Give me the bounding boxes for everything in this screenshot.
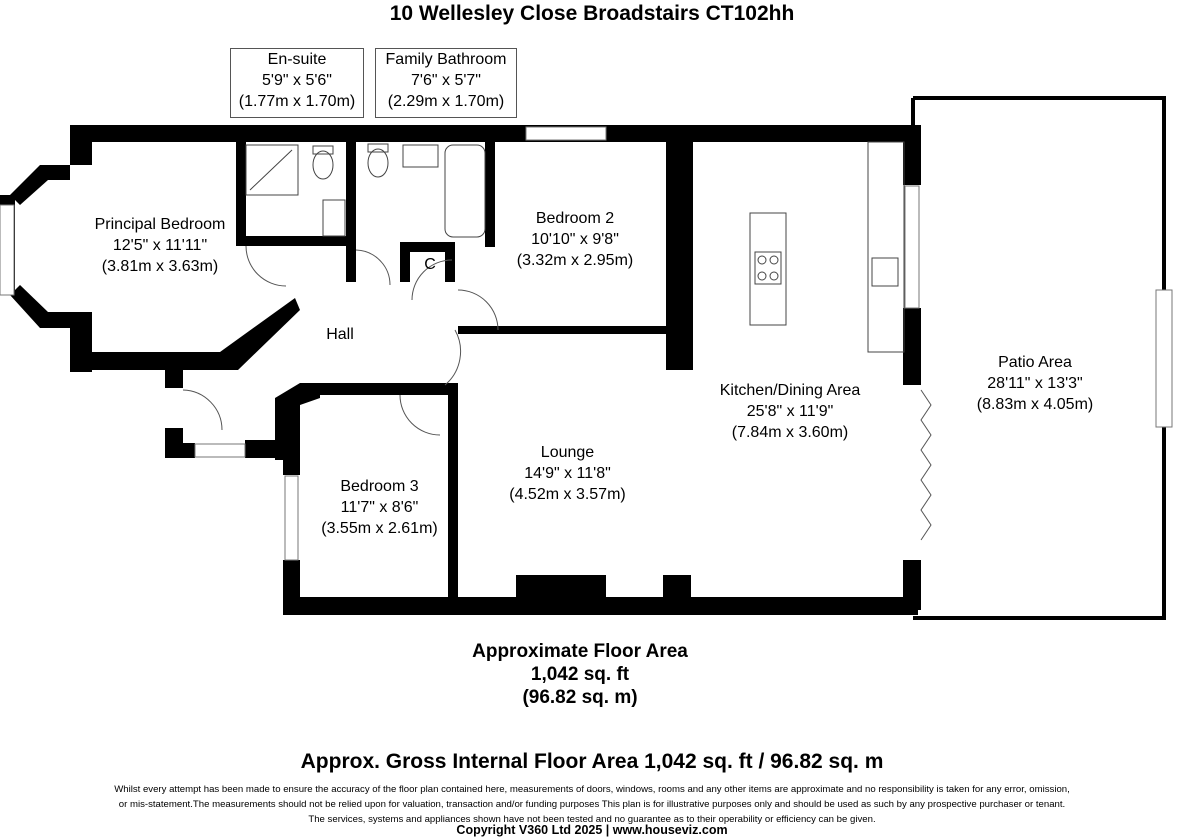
gross-internal-area: Approx. Gross Internal Floor Area 1,042 sq. ft / 96.82 sq. m bbox=[300, 750, 884, 773]
walls bbox=[0, 125, 921, 615]
room-name: C bbox=[424, 256, 436, 273]
room-imperial: 12'5" x 11'11" bbox=[112, 237, 208, 254]
disclaimer-line: The services, systems and appliances shown have not been tested and no guarantee as to their operability or efficiency can be given. bbox=[308, 814, 876, 825]
room-metric: (3.55m x 2.61m) bbox=[321, 520, 438, 537]
room-name: Hall bbox=[326, 326, 354, 343]
room-name: Bedroom 3 bbox=[340, 478, 419, 495]
en-suite-label bbox=[230, 48, 364, 118]
room-name: En-suite bbox=[267, 51, 327, 68]
room-imperial: 14'9" x 11'8" bbox=[524, 465, 611, 482]
room-metric: (4.52m x 3.57m) bbox=[509, 486, 626, 503]
room-name: Bedroom 2 bbox=[535, 210, 615, 227]
room-imperial: 5'9" x 5'6" bbox=[262, 72, 332, 89]
kitchen-dining-label bbox=[690, 380, 890, 443]
approximate-floor-area bbox=[380, 640, 780, 709]
area-heading: Approximate Floor Area bbox=[472, 641, 688, 662]
area-sq-m: (96.82 sq. m) bbox=[522, 687, 638, 708]
lounge-label bbox=[480, 442, 655, 505]
bedroom-2-label bbox=[490, 208, 660, 271]
room-metric: (1.77m x 1.70m) bbox=[238, 93, 356, 110]
plan-title: 10 Wellesley Close Broadstairs CT102hh bbox=[389, 2, 795, 25]
room-name: Principal Bedroom bbox=[94, 216, 226, 233]
room-metric: (8.83m x 4.05m) bbox=[976, 396, 1094, 413]
room-name: Lounge bbox=[540, 444, 595, 461]
patio-label bbox=[950, 352, 1120, 415]
room-imperial: 11'7" x 8'6" bbox=[340, 499, 419, 516]
disclaimer-line: Whilst every attempt has been made to ensure the accuracy of the floor plan contained here, measurements of doors, windows, rooms and any other items are approximate and no responsibility is taken for any error, omission, bbox=[114, 784, 1070, 795]
family-bathroom-label bbox=[375, 48, 517, 118]
room-imperial: 25'8" x 11'9" bbox=[746, 403, 834, 420]
cupboard-label bbox=[415, 254, 445, 275]
area-sq-ft: 1,042 sq. ft bbox=[530, 664, 630, 685]
disclaimer bbox=[20, 782, 1164, 827]
hall-label bbox=[310, 324, 370, 345]
room-name: Family Bathroom bbox=[385, 51, 507, 68]
room-name: Kitchen/Dining Area bbox=[719, 382, 861, 399]
room-metric: (3.81m x 3.63m) bbox=[101, 258, 219, 275]
room-metric: (7.84m x 3.60m) bbox=[731, 424, 849, 441]
copyright: Copyright V360 Ltd 2025 | www.houseviz.com bbox=[456, 823, 728, 837]
room-imperial: 10'10" x 9'8" bbox=[531, 231, 619, 248]
disclaimer-line: or mis-statement.The measurements should not be relied upon for valuation, transaction and/or funding purposes This plan is for illustrative purposes only and should be used as such by any prospective purchaser or tenant. bbox=[118, 799, 1066, 810]
principal-bedroom-label bbox=[55, 214, 265, 277]
room-imperial: 28'11" x 13'3" bbox=[987, 375, 1083, 392]
room-name: Patio Area bbox=[998, 354, 1072, 371]
room-imperial: 7'6" x 5'7" bbox=[411, 72, 481, 89]
room-metric: (3.32m x 2.95m) bbox=[516, 252, 634, 269]
room-metric: (2.29m x 1.70m) bbox=[387, 93, 505, 110]
bedroom-3-label bbox=[302, 476, 457, 539]
